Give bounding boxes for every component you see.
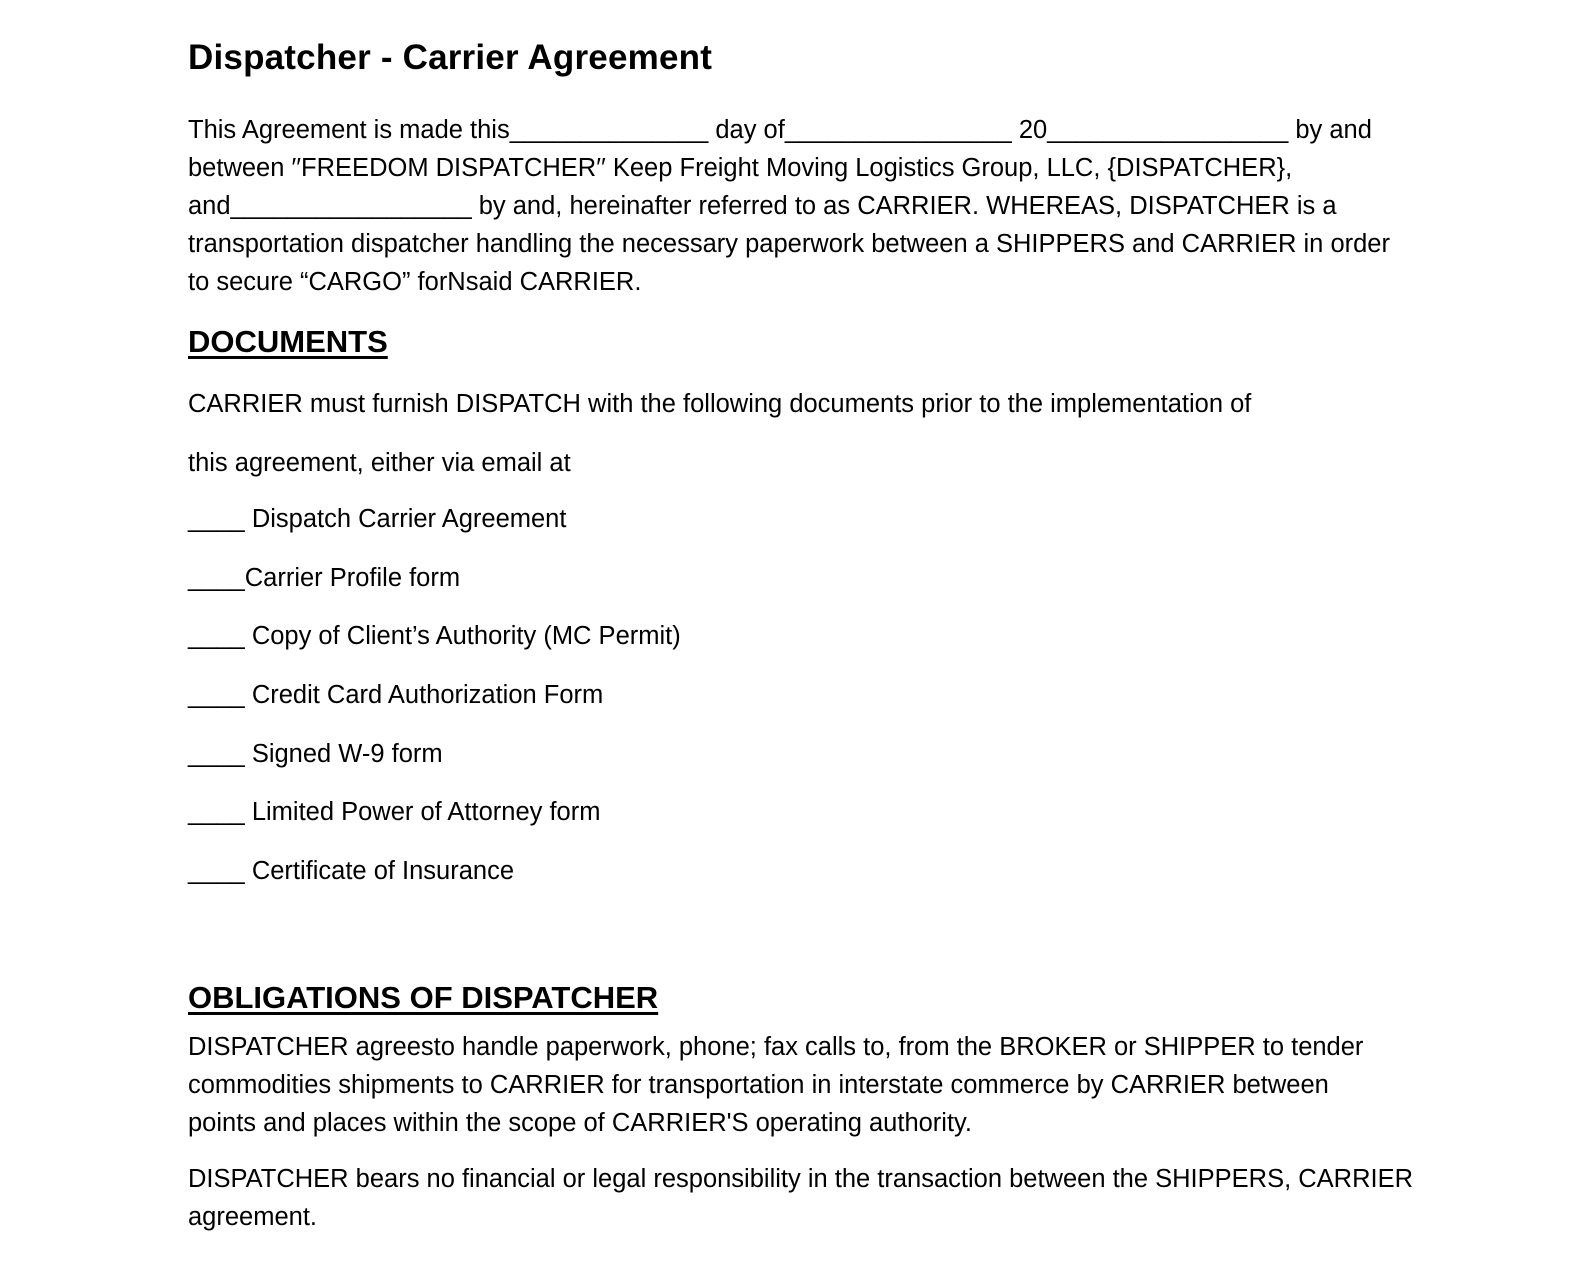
checklist-item-label: Carrier Profile form	[244, 563, 461, 592]
document-title: Dispatcher - Carrier Agreement	[188, 38, 713, 77]
paragraph-line: commodities shipments to CARRIER for transportation in interstate commerce by CARRIER between	[188, 1071, 1329, 1099]
intro-line: transportation dispatcher handling the necessary paperwork between a SHIPPERS and CARRIER in order	[188, 230, 1390, 258]
checklist-item	[188, 798, 681, 857]
documents-intro-line: this agreement, either via email at	[188, 449, 571, 477]
checklist-item	[188, 564, 681, 623]
documents-checklist	[188, 505, 681, 916]
paragraph-line: DISPATCHER bears no financial or legal responsibility in the transaction between the SHIPPERS, CARRIER	[188, 1165, 1414, 1193]
checkbox-blank[interactable]: ____	[188, 563, 245, 592]
checklist-item	[188, 740, 681, 799]
checklist-item-label: Signed W-9 form	[244, 739, 443, 768]
documents-intro-line: CARRIER must furnish DISPATCH with the following documents prior to the implementation of	[188, 390, 1252, 418]
checklist-item-label: Dispatch Carrier Agreement	[244, 505, 567, 533]
obligations-heading: OBLIGATIONS OF DISPATCHER	[188, 980, 659, 1015]
checklist-item	[188, 622, 681, 681]
checklist-item-label: Credit Card Authorization Form	[244, 681, 604, 710]
paragraph-line: agreement.	[188, 1203, 317, 1231]
checkbox-blank[interactable]: ____	[188, 622, 245, 651]
documents-heading: DOCUMENTS	[188, 324, 388, 359]
checklist-item	[188, 505, 681, 564]
checklist-item-label: Limited Power of Attorney form	[244, 798, 601, 827]
intro-line: between ′′FREEDOM DISPATCHER′′ Keep Freight Moving Logistics Group, LLC, {DISPATCHER},	[188, 154, 1293, 182]
checklist-item	[188, 857, 681, 916]
checklist-item	[188, 681, 681, 740]
checklist-item-label: Certificate of Insurance	[244, 857, 515, 886]
paragraph-line: points and places within the scope of CARRIER'S operating authority.	[188, 1109, 972, 1137]
checkbox-blank[interactable]: ____	[188, 505, 245, 533]
checklist-item-label: Copy of Client’s Authority (MC Permit)	[244, 622, 681, 651]
checkbox-blank[interactable]: ____	[188, 739, 245, 768]
checkbox-blank[interactable]: ____	[188, 681, 245, 710]
intro-line: to secure “CARGO” forNsaid CARRIER.	[188, 268, 642, 296]
obligations-paragraph	[188, 1028, 1418, 1142]
obligations-paragraph	[188, 1160, 1418, 1236]
intro-line: and_________________ by and, hereinafter referred to as CARRIER. WHEREAS, DISPATCHER is a	[188, 192, 1337, 220]
intro-line: This Agreement is made this______________ day of________________ 20_________________ by and	[188, 116, 1372, 144]
intro-paragraph	[188, 111, 1418, 301]
checkbox-blank[interactable]: ____	[188, 857, 245, 886]
checkbox-blank[interactable]: ____	[188, 798, 245, 827]
paragraph-line: DISPATCHER agreesto handle paperwork, phone; fax calls to, from the BROKER or SHIPPER to tender	[188, 1033, 1364, 1061]
